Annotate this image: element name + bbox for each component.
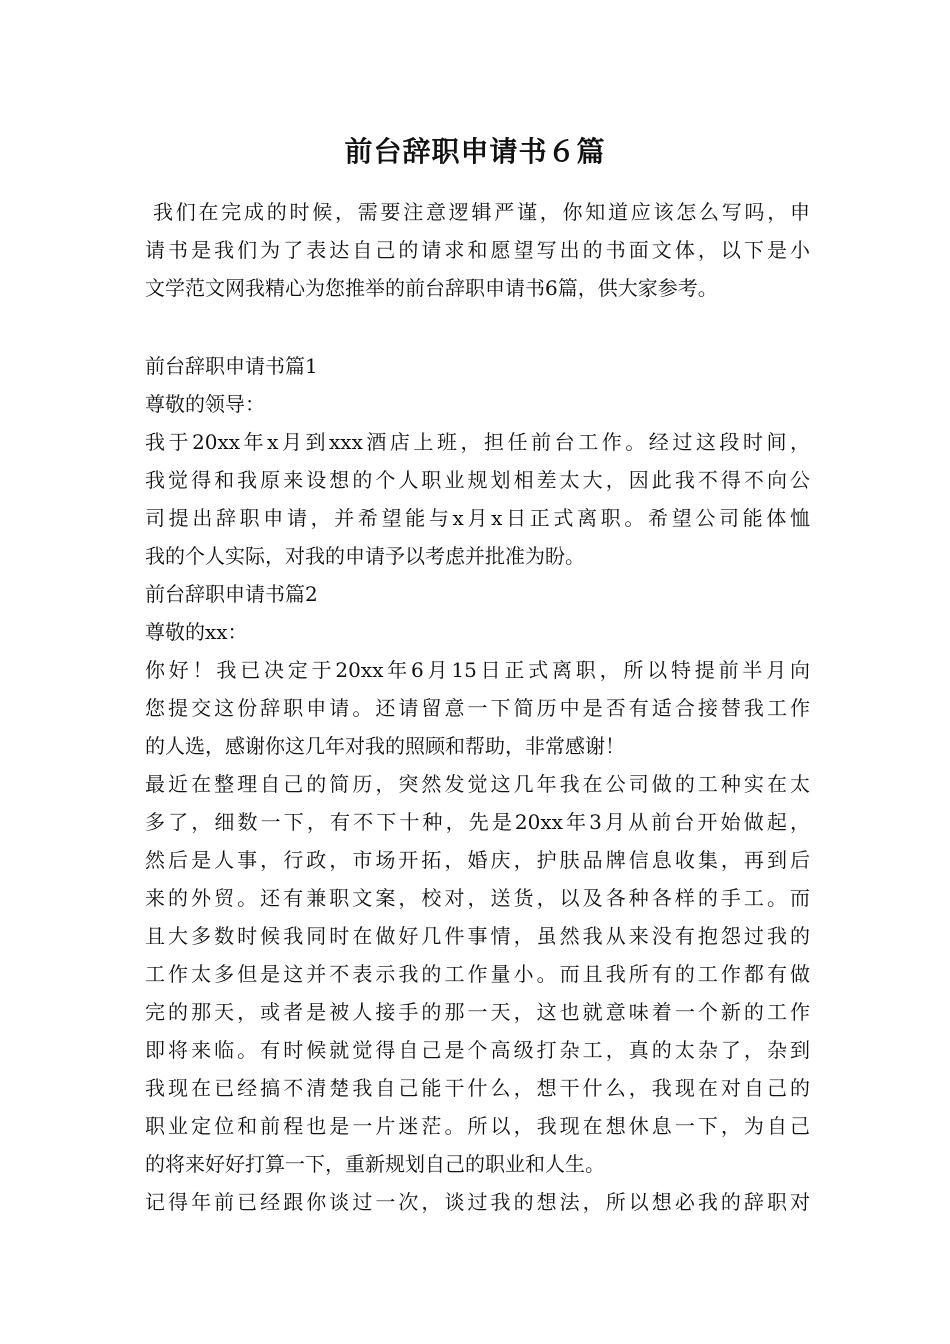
body-line: 你好！我已决定于20xx年6月15日正式离职，所以特提前半月向 (145, 658, 810, 682)
document-title: 前台辞职申请书６篇 (344, 135, 606, 168)
body-line: 职业定位和前程也是一片迷茫。所以，我现在想休息一下，为自己 (145, 1114, 810, 1138)
body-line: 完的那天，或者是被人接手的那一天，这也就意味着一个新的工作 (145, 1000, 810, 1024)
body-line: 记得年前已经跟你谈过一次，谈过我的想法，所以想必我的辞职对 (145, 1190, 810, 1214)
intro-line: 请书是我们为了表达自己的请求和愿望写出的书面文体，以下是小 (145, 238, 810, 262)
body-line: 司提出辞职申请，并希望能与x月x日正式离职。希望公司能体恤 (145, 506, 810, 530)
intro-line: 文学范文网我精心为您推举的前台辞职申请书6篇，供大家参考。 (145, 276, 718, 300)
document-body (145, 193, 810, 1221)
body-line: 来的外贸。还有兼职文案，校对，送货，以及各种各样的手工。而 (145, 886, 810, 910)
section-heading: 前台辞职申请书篇1 (145, 354, 318, 378)
body-line: 我现在已经搞不清楚我自己能干什么，想干什么，我现在对自己的 (145, 1076, 810, 1100)
intro-line: 我们在完成的时候，需要注意逻辑严谨，你知道应该怎么写吗，申 (153, 200, 810, 224)
body-line: 工作太多但是这并不表示我的工作量小。而且我所有的工作都有做 (145, 962, 810, 986)
body-line: 且大多数时候我同时在做好几件事情，虽然我从来没有抱怨过我的 (145, 924, 810, 948)
body-line: 然后是人事，行政，市场开拓，婚庆，护肤品牌信息收集，再到后 (145, 848, 810, 872)
body-line: 我觉得和我原来设想的个人职业规划相差太大，因此我不得不向公 (145, 468, 810, 492)
section-heading: 前台辞职申请书篇2 (145, 582, 318, 606)
body-line: 您提交这份辞职申请。还请留意一下简历中是否有适合接替我工作 (145, 696, 810, 720)
salutation: 尊敬的xx： (145, 620, 248, 644)
body-line: 我的个人实际，对我的申请予以考虑并批准为盼。 (145, 544, 585, 568)
body-line: 最近在整理自己的简历，突然发觉这几年我在公司做的工种实在太 (145, 772, 810, 796)
body-line: 的将来好好打算一下，重新规划自己的职业和人生。 (145, 1152, 605, 1176)
salutation: 尊敬的领导： (145, 392, 265, 416)
body-line: 多了，细数一下，有不下十种，先是20xx年3月从前台开始做起， (145, 810, 810, 834)
body-line: 我于20xx年x月到xxx酒店上班，担任前台工作。经过这段时间， (145, 430, 810, 454)
body-line: 的人选，感谢你这几年对我的照顾和帮助，非常感谢！ (145, 734, 625, 758)
paragraph-gap (145, 307, 810, 347)
body-line: 即将来临。有时候就觉得自己是个高级打杂工，真的太杂了，杂到 (145, 1038, 810, 1062)
